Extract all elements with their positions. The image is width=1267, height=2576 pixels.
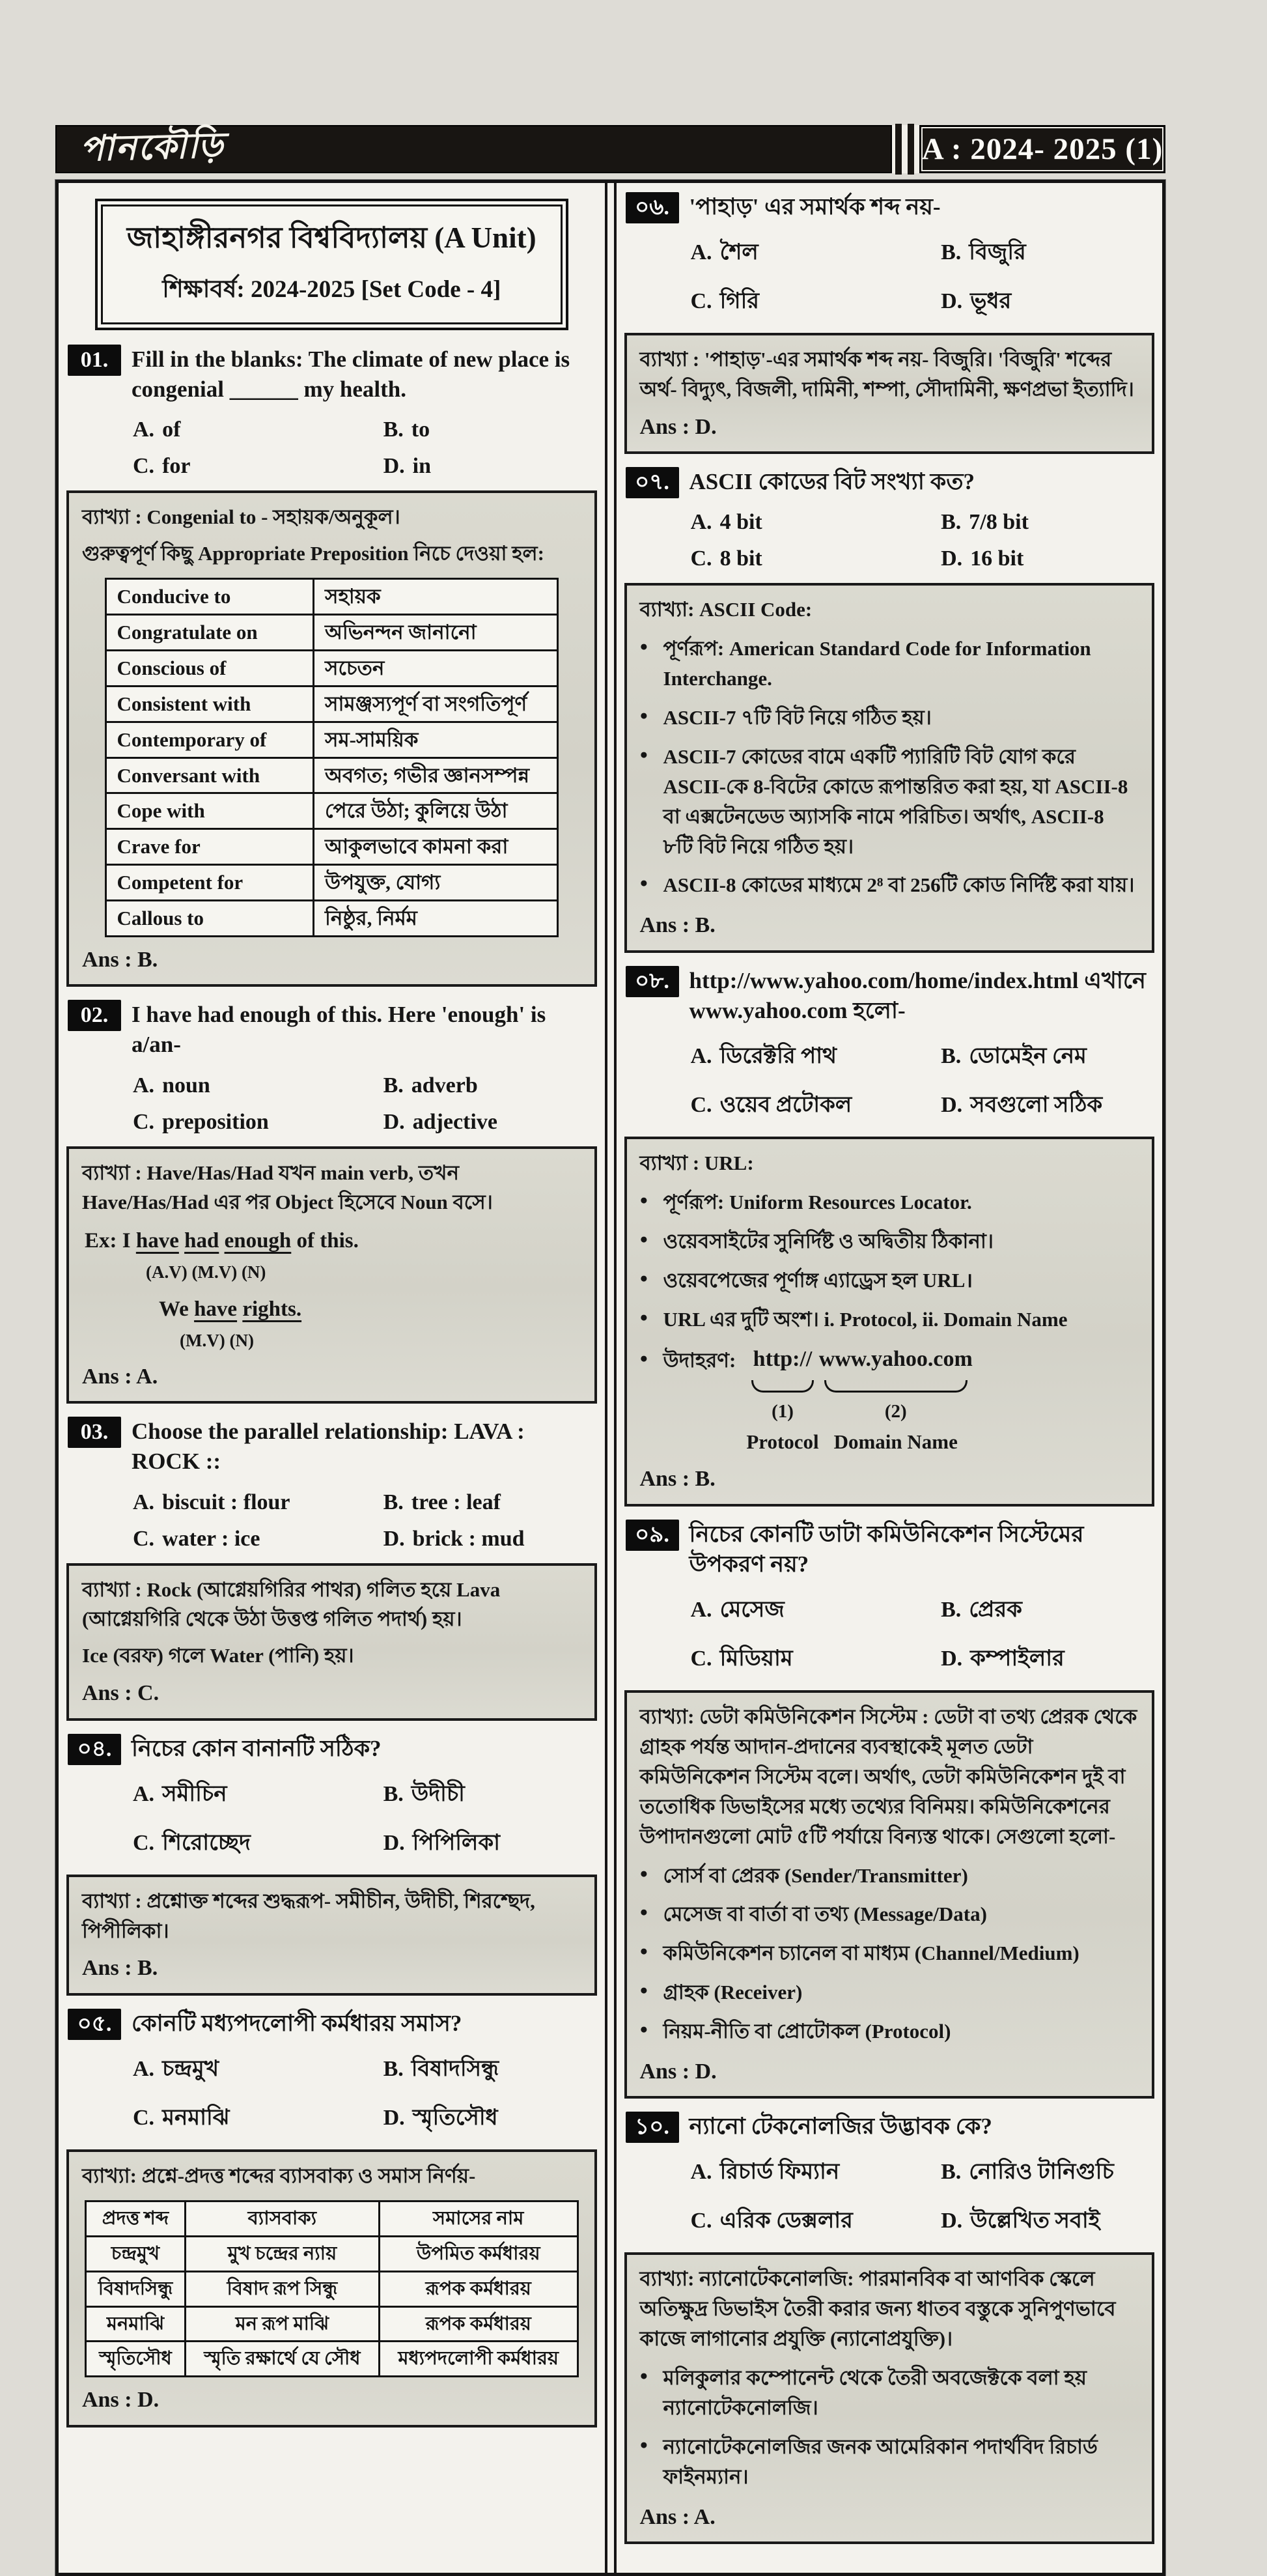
question-09 bbox=[626, 1520, 1154, 1682]
option-d: D. কম্পাইলার bbox=[941, 1647, 1065, 1671]
options bbox=[133, 1777, 596, 1863]
question-text: নিচের কোন বানানটি সঠিক? bbox=[132, 1735, 382, 1761]
options bbox=[133, 2052, 596, 2138]
example-sentence-2: We have rights. bbox=[159, 1297, 302, 1322]
explanation-line: Ice (বরফ) গলে Water (পানি) হয়। bbox=[82, 1644, 354, 1667]
explanation-bullet: ● পূর্ণরূপ: American Standard Code for Information Interchange. bbox=[640, 634, 1139, 694]
question-01 bbox=[68, 345, 596, 483]
explanation-bullet: ● কমিউনিকেশন চ্যানেল বা মাধ্যম (Channel/Medium) bbox=[640, 1938, 1139, 1968]
option-c: C. for bbox=[133, 454, 191, 479]
options bbox=[691, 2155, 1154, 2241]
option-c: C. preposition bbox=[133, 1109, 269, 1134]
option-a: A. রিচার্ড ফিম্যান bbox=[690, 2160, 840, 2185]
question-number: 02. bbox=[68, 1000, 121, 1031]
question-text: 'পাহাড়' এর সমার্থক শব্দ নয়- bbox=[689, 194, 941, 219]
exam-session: শিক্ষাবর্ষ: 2024-2025 [Set Code - 4] bbox=[162, 276, 501, 303]
option-c: C. water : ice bbox=[133, 1526, 260, 1551]
answer-line: Ans : D. bbox=[82, 2388, 160, 2413]
table-row: Conducive to সহায়ক bbox=[105, 579, 558, 615]
explanation-05 bbox=[66, 2149, 597, 2427]
answer-line: Ans : B. bbox=[82, 947, 158, 972]
question-text: Fill in the blanks: The climate of new place is congenial ______ my health. bbox=[132, 347, 570, 403]
option-b: B. ডোমেইন নেম bbox=[941, 1044, 1087, 1068]
question-number: ০৬. bbox=[626, 192, 679, 223]
option-c: C. মিডিয়াম bbox=[690, 1647, 793, 1671]
option-a: A. 4 bit bbox=[690, 510, 762, 535]
option-d: D. in bbox=[383, 454, 431, 479]
question-08 bbox=[626, 966, 1154, 1129]
option-c: C. ওয়েব প্রটোকল bbox=[690, 1093, 852, 1117]
table-row: Congratulate on অভিনন্দন জানানো bbox=[105, 615, 558, 651]
option-a: A. of bbox=[133, 418, 181, 442]
table-row: বিষাদসিন্ধু বিষাদ রূপ সিন্ধু রূপক কর্মধারয় bbox=[85, 2271, 578, 2306]
parse-tags-1: (A.V) (M.V) (N) bbox=[146, 1262, 266, 1282]
column-divider bbox=[605, 183, 617, 2573]
answer-line: Ans : B. bbox=[82, 1956, 158, 1981]
option-b: B. adverb bbox=[383, 1073, 478, 1097]
question-number: ০৮. bbox=[626, 966, 679, 997]
preposition-table-title: গুরুত্বপূর্ণ কিছু Appropriate Preposition নিচে দেওয়া হল: bbox=[82, 542, 544, 565]
exam-title-box bbox=[95, 199, 568, 330]
options bbox=[691, 510, 1154, 571]
table-row: Consistent with সামঞ্জস্যপূর্ণ বা সংগতিপূর্ণ bbox=[105, 686, 558, 722]
question-03 bbox=[68, 1417, 596, 1555]
question-text: কোনটি মধ্যপদলোপী কর্মধারয় সমাস? bbox=[132, 2010, 462, 2036]
explanation-bullet: ● নিয়ম-নীতি বা প্রোটোকল (Protocol) bbox=[640, 2017, 1139, 2046]
explanation-03 bbox=[66, 1563, 597, 1721]
question-number: ০৯. bbox=[626, 1520, 679, 1551]
underbrace-icon bbox=[751, 1380, 813, 1393]
explanation-intro: ব্যাখ্যা: প্রশ্নে-প্রদত্ত শব্দের ব্যাসবাক্য ও সমাস নির্ণয়- bbox=[82, 2164, 476, 2187]
question-text: ASCII কোডের বিট সংখ্যা কত? bbox=[689, 469, 975, 495]
question-number: ১০. bbox=[626, 2112, 679, 2143]
option-c: C. শিরোচ্ছেদ bbox=[133, 1830, 251, 1855]
option-a: A. biscuit : flour bbox=[133, 1490, 290, 1514]
question-10 bbox=[626, 2112, 1154, 2244]
explanation-bullet: ● ওয়েবসাইটের সুনির্দিষ্ট ও অদ্বিতীয় ঠিকানা। bbox=[640, 1226, 1139, 1256]
option-d: D. পিপিলিকা bbox=[383, 1830, 500, 1855]
explanation-bullet: ● মেসেজ বা বার্তা বা তথ্য (Message/Data) bbox=[640, 1899, 1139, 1929]
explanation-bullet: ● পূর্ণরূপ: Uniform Resources Locator. bbox=[640, 1187, 1139, 1217]
table-row: Callous to নিষ্ঠুর, নির্মম bbox=[105, 901, 558, 937]
edition-badge bbox=[919, 125, 1165, 173]
explanation-02 bbox=[66, 1146, 597, 1404]
underbrace-icon bbox=[824, 1380, 968, 1393]
banner-divider bbox=[892, 125, 919, 173]
explanation-intro: ব্যাখ্যা : Rock (আগ্নেয়গিরির পাথর) গলিত হয়ে Lava (আগ্নেয়গিরি থেকে উঠা উত্তপ্ত গলিত পদার্থ) হয়। bbox=[82, 1578, 501, 1631]
option-c: C. এরিক ডেক্সলার bbox=[690, 2209, 853, 2233]
explanation-title: ব্যাখ্যা : URL: bbox=[639, 1152, 754, 1174]
question-number: 01. bbox=[68, 345, 121, 376]
table-row: Cope with পেরে উঠা; কুলিয়ে উঠা bbox=[105, 793, 558, 829]
options bbox=[691, 235, 1154, 321]
question-06 bbox=[626, 192, 1154, 325]
option-a: A. ডিরেক্টরি পাথ bbox=[690, 1044, 837, 1068]
explanation-bullet: ● ASCII-7 কোডের বামে একটি প্যারিটি বিট যোগ করে ASCII-কে 8-বিটের কোডে রূপান্তরিত করা হয়, যা ASCII-8 বা এক্সটেনডেড অ্যাসকি নামে পরিচিত। অর্থাৎ, ASCII-8 ৮টি বিট নিয়ে গঠিত হয়। bbox=[640, 742, 1139, 862]
page-sheet bbox=[55, 125, 1165, 2576]
option-d: D. adjective bbox=[383, 1109, 497, 1134]
example-sentence-1: Ex: I have had enough of this. bbox=[85, 1229, 359, 1253]
table-row: Conversant with অবগত; গভীর জ্ঞানসম্পন্ন bbox=[105, 757, 558, 793]
exam-title: জাহাঙ্গীরনগর বিশ্ববিদ্যালয় (A Unit) bbox=[126, 221, 536, 254]
table-row: Competent for উপযুক্ত, যোগ্য bbox=[105, 865, 558, 901]
question-text: ন্যানো টেকনোলজির উদ্ভাবক কে? bbox=[689, 2114, 992, 2140]
options bbox=[133, 1490, 596, 1551]
publisher-logo: পানকৌড়ি bbox=[79, 124, 225, 169]
question-number: 03. bbox=[68, 1417, 121, 1448]
answer-line: Ans : D. bbox=[639, 414, 717, 439]
options bbox=[691, 1592, 1154, 1678]
option-d: D. ভূধর bbox=[941, 289, 1012, 314]
table-header-row: প্রদত্ত শব্দ ব্যাসবাক্য সমাসের নাম bbox=[85, 2201, 578, 2236]
option-a: A. সমীচিন bbox=[133, 1781, 227, 1806]
samas-table bbox=[85, 2200, 579, 2378]
answer-line: Ans : A. bbox=[639, 2504, 716, 2529]
table-row: স্মৃতিসৌধ স্মৃতি রক্ষার্থে যে সৌধ মধ্যপদলোপী কর্মধারয় bbox=[85, 2342, 578, 2377]
explanation-bullet: ● ওয়েবপেজের পূর্ণাঙ্গ এ্যাড্রেস হল URL। bbox=[640, 1266, 1139, 1295]
option-c: C. মনমাঝি bbox=[133, 2105, 230, 2130]
top-banner bbox=[55, 125, 1165, 173]
options bbox=[133, 418, 596, 479]
option-b: B. উদীচী bbox=[383, 1781, 465, 1806]
option-b: B. tree : leaf bbox=[383, 1490, 501, 1514]
answer-line: Ans : B. bbox=[639, 1467, 716, 1492]
publisher-banner bbox=[55, 125, 892, 173]
question-07 bbox=[626, 467, 1154, 575]
left-column bbox=[59, 183, 605, 2573]
options bbox=[691, 1039, 1154, 1125]
content-frame bbox=[55, 180, 1165, 2576]
protocol-label: Protocol bbox=[746, 1430, 819, 1453]
option-b: B. 7/8 bit bbox=[941, 510, 1029, 535]
preposition-table bbox=[105, 578, 559, 937]
option-a: A. মেসেজ bbox=[690, 1598, 785, 1622]
option-c: C. গিরি bbox=[690, 289, 760, 314]
option-b: B. নোরিও টানিগুচি bbox=[941, 2160, 1114, 2185]
domain-name-label: Domain Name bbox=[833, 1430, 958, 1453]
explanation-intro: ব্যাখ্যা : Congenial to - সহায়ক/অনুকূল। bbox=[82, 505, 400, 529]
option-d: D. brick : mud bbox=[383, 1526, 525, 1551]
question-text: I have had enough of this. Here 'enough' is a/an- bbox=[132, 1002, 546, 1058]
option-a: A. শৈল bbox=[690, 240, 759, 265]
explanation-bullet: ● সোর্স বা প্রেরক (Sender/Transmitter) bbox=[640, 1861, 1139, 1891]
question-04 bbox=[68, 1734, 596, 1867]
table-row: Crave for আকুলভাবে কামনা করা bbox=[105, 829, 558, 865]
option-b: B. বিষাদসিন্ধু bbox=[383, 2056, 499, 2081]
question-text: নিচের কোনটি ডাটা কমিউনিকেশন সিস্টেমের উপকরণ নয়? bbox=[689, 1521, 1084, 1577]
explanation-01 bbox=[66, 490, 597, 987]
option-d: D. সবগুলো সঠিক bbox=[941, 1093, 1103, 1117]
parse-tags-2: (M.V) (N) bbox=[180, 1330, 254, 1350]
right-column bbox=[617, 183, 1163, 2573]
option-c: C. 8 bit bbox=[690, 546, 762, 571]
answer-line: Ans : B. bbox=[639, 913, 716, 938]
table-row: Conscious of সচেতন bbox=[105, 650, 558, 686]
url-domain-part: www.yahoo.com (2) Domain Name bbox=[819, 1343, 973, 1456]
table-row: Contemporary of সম-সাময়িক bbox=[105, 722, 558, 757]
explanation-06 bbox=[624, 333, 1155, 454]
url-protocol-part: http:// (1) Protocol bbox=[746, 1343, 818, 1456]
example-label: ● উদাহরণ: bbox=[663, 1349, 736, 1372]
option-a: A. চন্দ্রমুখ bbox=[133, 2056, 219, 2081]
option-d: D. উল্লেখিত সবাই bbox=[941, 2209, 1100, 2233]
question-number: ০৫. bbox=[68, 2009, 121, 2040]
explanation-09 bbox=[624, 1690, 1155, 2099]
explanation-intro: ব্যাখ্যা : Have/Has/Had যখন main verb, তখন Have/Has/Had এর পর Object হিসেবে Noun বসে। bbox=[82, 1161, 493, 1214]
question-text-line2: www.yahoo.com হলো- bbox=[689, 997, 906, 1023]
explanation-paragraph: ব্যাখ্যা: ন্যানোটেকনোলজি: পারমানবিক বা আণবিক স্কেলে অতিক্ষুদ্র ডিভাইস তৈরী করার জন্য ধাতব বস্তুকে সুনিপুণভাবে কাজে লাগানোর প্রযুক্তি (ন্যানোপ্রযুক্তি)। bbox=[639, 2267, 1116, 2351]
explanation-paragraph: ব্যাখ্যা: ডেটা কমিউনিকেশন সিস্টেম : ডেটা বা তথ্য প্রেরক থেকে গ্রাহক পর্যন্ত আদান-প্রদানের ব্যবস্থাকেই মূলত ডেটা কমিউনিকেশন সিস্টেম বলে। অর্থাৎ, ডেটা কমিউনিকেশন দুই বা ততোধিক ডিভাইসের মধ্যে তথ্যের বিনিময়। কমিউনিকেশনের উপাদানগুলো মোট ৫টি পর্যায়ে বিন্যস্ত থাকে। সেগুলো হলো- bbox=[639, 1705, 1137, 1848]
option-d: D. স্মৃতিসৌধ bbox=[383, 2105, 498, 2130]
options bbox=[133, 1073, 596, 1135]
question-text: Choose the parallel relationship: LAVA : ROCK :: bbox=[132, 1419, 525, 1475]
answer-line: Ans : D. bbox=[639, 2059, 717, 2084]
explanation-bullet: ● ন্যানোটেকনোলজির জনক আমেরিকান পদার্থবিদ রিচার্ড ফাইনম্যান। bbox=[640, 2432, 1139, 2492]
option-b: B. বিজুরি bbox=[941, 240, 1026, 265]
option-d: D. 16 bit bbox=[941, 546, 1024, 571]
question-02 bbox=[68, 1000, 596, 1138]
explanation-title: ব্যাখ্যা: ASCII Code: bbox=[639, 598, 813, 621]
option-b: B. প্রেরক bbox=[941, 1598, 1022, 1622]
answer-line: Ans : A. bbox=[82, 1364, 158, 1389]
explanation-intro: ব্যাখ্যা : 'পাহাড়'-এর সমার্থক শব্দ নয়- বিজুরি। 'বিজুরি' শব্দের অর্থ- বিদ্যুৎ, বিজলী, দামিনী, শম্পা, সৌদামিনী, ক্ষণপ্রভা ইত্যাদি। bbox=[639, 348, 1134, 401]
explanation-intro: ব্যাখ্যা : প্রশ্নোক্ত শব্দের শুদ্ধরূপ- সমীচীন, উদীচী, শিরশ্ছেদ, পিপীলিকা। bbox=[82, 1889, 535, 1942]
explanation-04 bbox=[66, 1875, 597, 1996]
question-number: ০৪. bbox=[68, 1734, 121, 1765]
explanation-bullet: ● URL এর দুটি অংশ। i. Protocol, ii. Domain Name bbox=[640, 1305, 1139, 1335]
edition-label: A : 2024- 2025 (1) bbox=[921, 132, 1163, 166]
question-text-line1: http://www.yahoo.com/home/index.html এখানে bbox=[689, 967, 1146, 993]
option-b: B. to bbox=[383, 418, 430, 442]
explanation-bullet: ● গ্রাহক (Receiver) bbox=[640, 1977, 1139, 2007]
explanation-07 bbox=[624, 583, 1155, 952]
url-diagram bbox=[640, 1343, 1139, 1456]
explanation-bullet: ● ASCII-7 ৭টি বিট নিয়ে গঠিত হয়। bbox=[640, 703, 1139, 733]
question-05 bbox=[68, 2009, 596, 2142]
question-number: ০৭. bbox=[626, 467, 679, 498]
explanation-10 bbox=[624, 2252, 1155, 2543]
explanation-08 bbox=[624, 1137, 1155, 1507]
table-row: চন্দ্রমুখ মুখ চন্দ্রের ন্যায় উপমিত কর্মধারয় bbox=[85, 2236, 578, 2271]
table-row: মনমাঝি মন রূপ মাঝি রূপক কর্মধারয় bbox=[85, 2306, 578, 2342]
option-a: A. noun bbox=[133, 1073, 210, 1097]
explanation-bullet: ● ASCII-8 কোডের মাধ্যমে 2⁸ বা 256টি কোড নির্দিষ্ট করা যায়। bbox=[640, 870, 1139, 900]
answer-line: Ans : C. bbox=[82, 1681, 160, 1706]
explanation-bullet: ● মলিকুলার কম্পোনেন্ট থেকে তৈরী অবজেক্টকে বলা হয় ন্যানোটেকনোলজি। bbox=[640, 2363, 1139, 2423]
